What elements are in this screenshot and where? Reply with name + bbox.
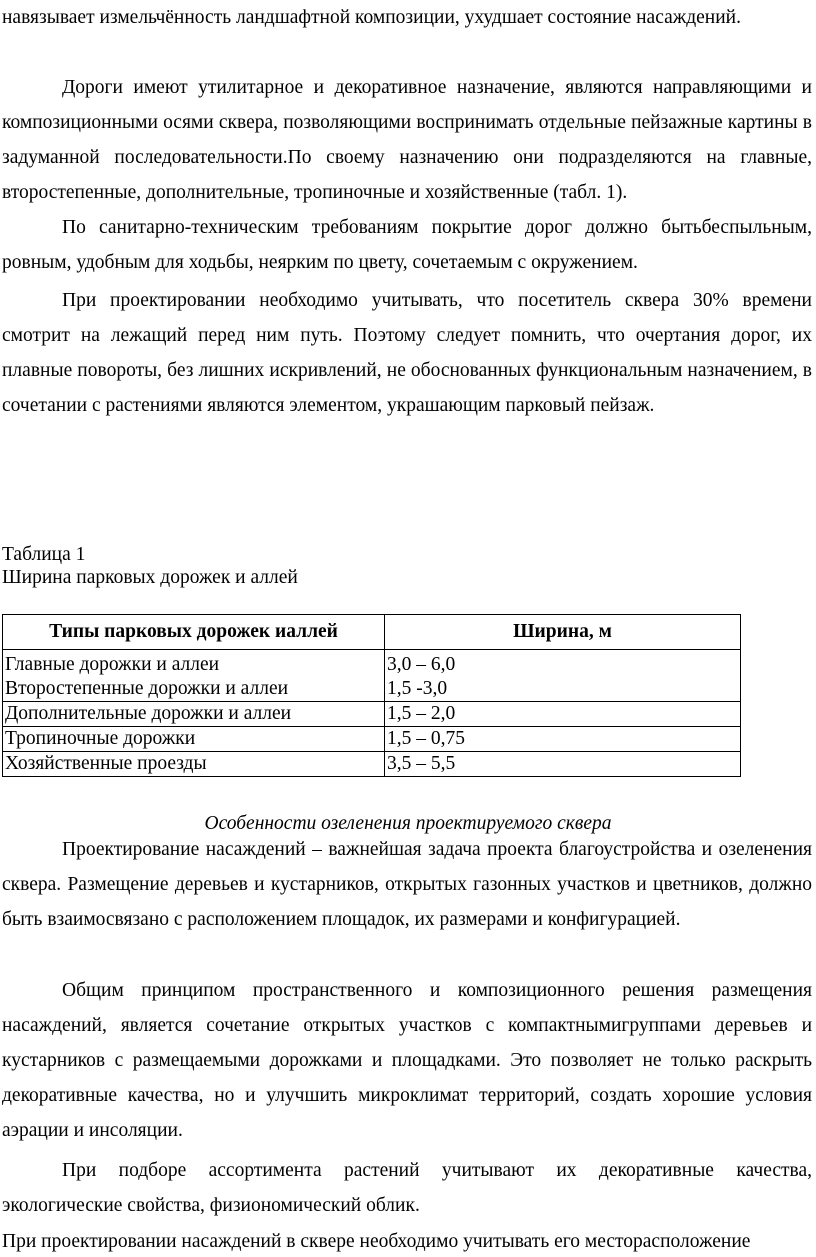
table-row [3,752,741,777]
table-row [3,702,741,727]
path-width-table [2,614,741,777]
row-type-additional: Дополнительные дорожки и аллеи [3,702,385,727]
paragraph-composition-principle: Общим принципом пространственного и композиционного решения размещения насаждений, является сочетание открытых участков с компактнымигруппами деревьев и кустарников с размещаемыми дорожками и площадками. Это позволяет не только раскрыть декоративные качества, но и улучшить микроклимат территорий, создать хорошие условия аэрации и инсоляции. [2,980,812,1141]
header-width: Ширина, м [385,615,741,650]
row-type-service: Хозяйственные проезды [3,752,385,777]
row-type-main: Главные дорожки и аллеи [5,654,220,675]
paragraph-location-start: При проектировании насаждений в сквере необходимо учитывать его месторасположение [2,1231,751,1252]
row-width-service: 3,5 – 5,5 [385,752,741,777]
row-width-secondary: 1,5 -3,0 [387,678,448,699]
row-type-footpath: Тропиночные дорожки [3,727,385,752]
section-title: Особенности озеленения проектируемого сквера [204,813,612,834]
table-caption-number: Таблица 1 [2,544,86,565]
row-type-secondary: Второстепенные дорожки и аллеи [5,678,289,699]
table-cell-type [3,650,385,702]
paragraph-road-design: При проектировании необходимо учитывать, что посетитель сквера 30% времени смотрит на лежащий перед ним путь. Поэтому следует помнить, что очертания дорог, их плавные повороты, без лишних искривлений, не обоснованных функциональным назначением, в сочетании с растениями являются элементом, украшающим парковый пейзаж. [2,290,812,416]
table-row [3,727,741,752]
header-path-type: Типы парковых дорожек иаллей [3,615,385,650]
paragraph-plant-selection: При подборе ассортимента растений учитывают их декоративные качества, экологические свойства, физиономический облик. [2,1160,812,1216]
paragraph-planting-design: Проектирование насаждений – важнейшая задача проекта благоустройства и озеленения сквера. Размещение деревьев и кустарников, открытых газонных участков и цветников, должно быть взаимосвязано с расположением площадок, их размерами и конфигурацией. [2,839,812,930]
table-caption-title: Ширина парковых дорожек и аллей [2,567,298,588]
table-header-row [3,615,741,650]
paragraph-road-surface: По санитарно-техническим требованиям покрытие дорог должно бытьбеспыльным, ровным, удобным для ходьбы, неярким по цвету, сочетаемым с окружением. [2,217,812,273]
table-cell-width [385,650,741,702]
row-width-additional: 1,5 – 2,0 [385,702,741,727]
row-width-main: 3,0 – 6,0 [387,654,456,675]
paragraph-roads-purpose: Дороги имеют утилитарное и декоративное назначение, являются направляющими и композиционными осями сквера, позволяющими воспринимать отдельные пейзажные картины в задуманной последовательности.По своему назначению они подразделяются на главные, второстепенные, дополнительные, тропиночные и хозяйственные (табл. 1). [2,77,812,203]
row-width-footpath: 1,5 – 0,75 [385,727,741,752]
table-row [3,650,741,702]
paragraph-continuation: навязывает измельчённость ландшафтной композиции, ухудшает состояние насаждений. [2,7,741,28]
